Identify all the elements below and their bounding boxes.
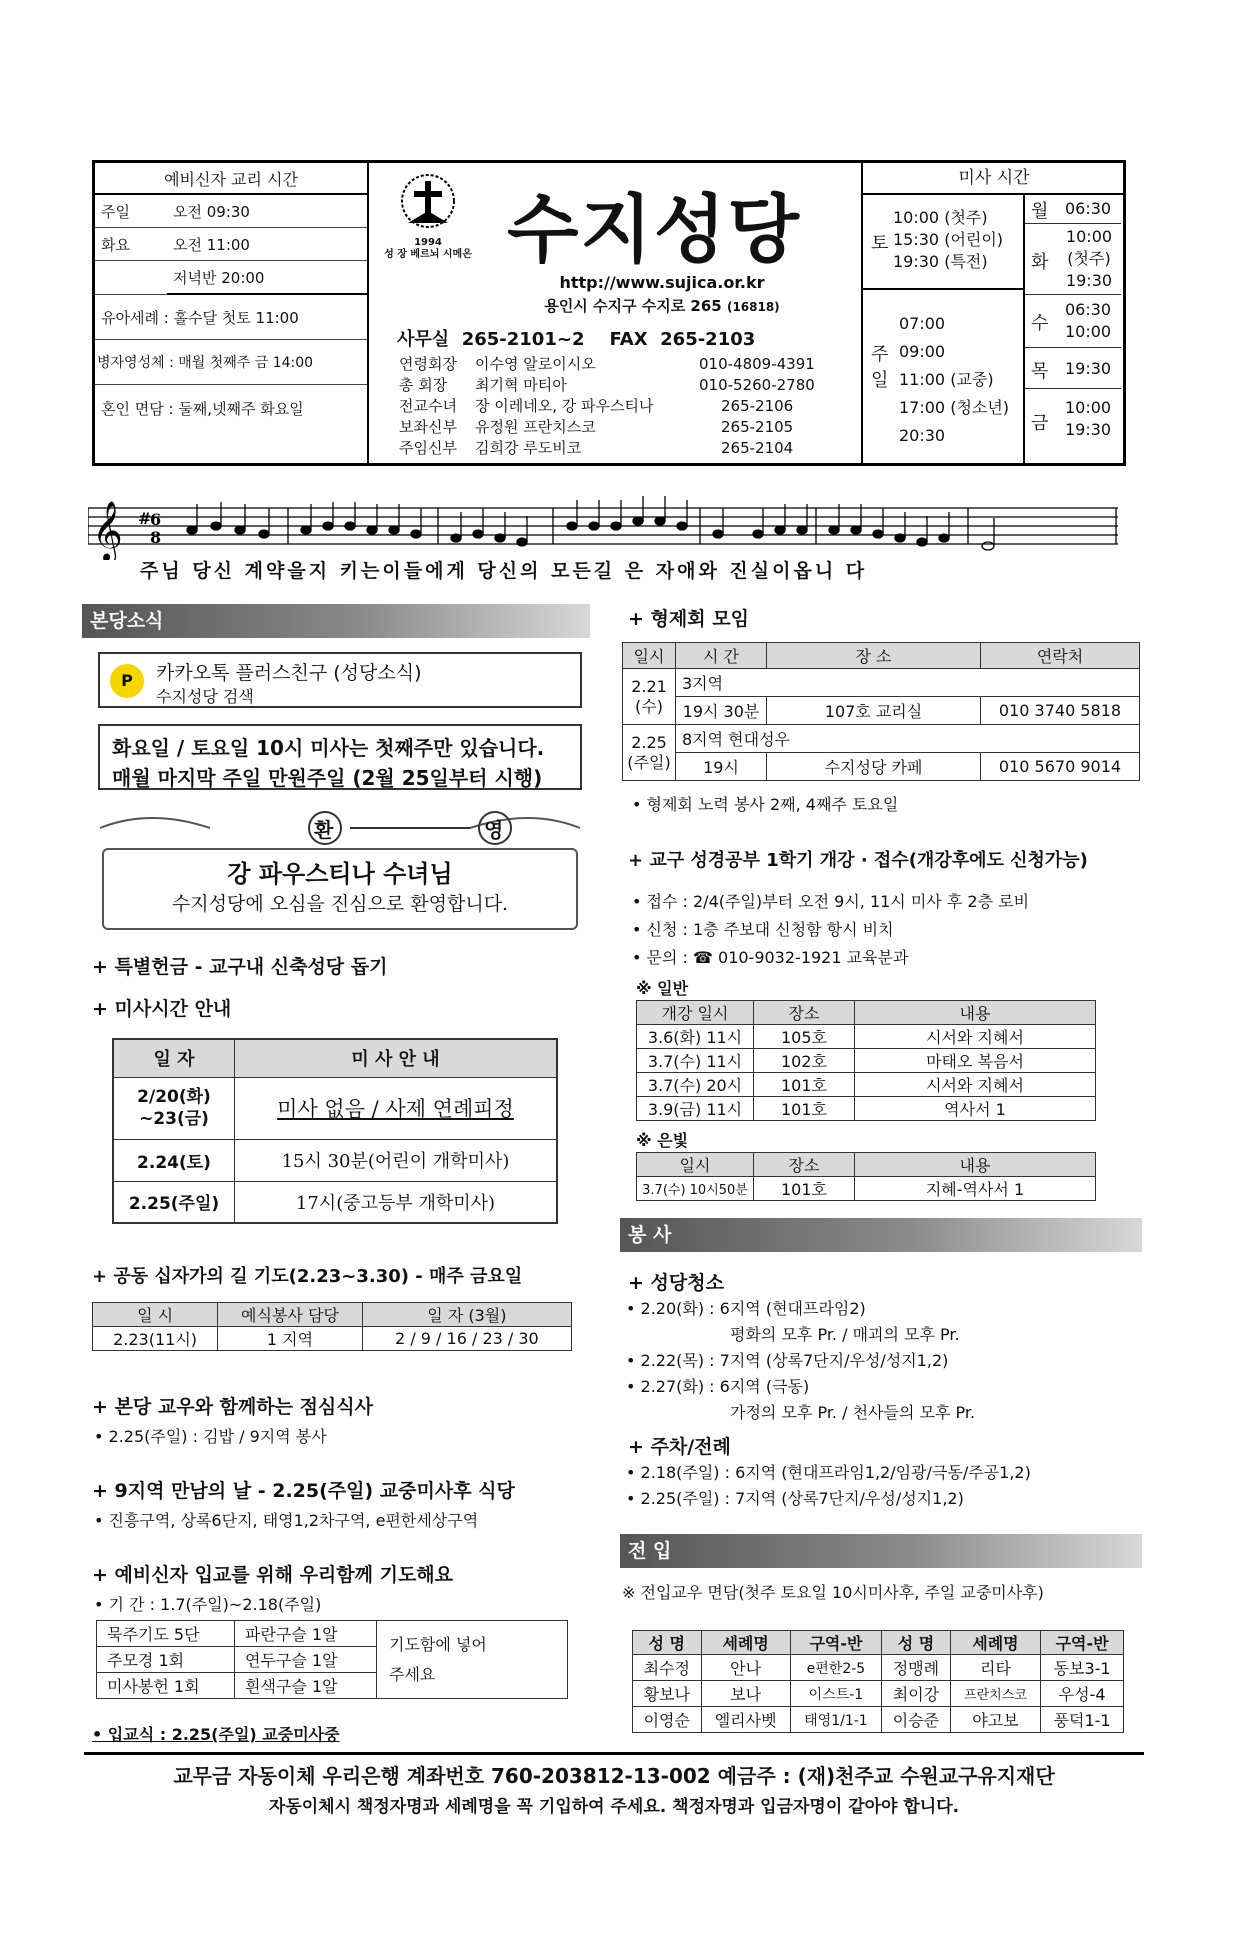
course-row: 3.9(금) 11시 101호 역사서 1	[637, 1097, 1096, 1121]
stations-table: 일 시 예식봉사 담당 일 자 (3월) 2.23(11시) 1 지역 2 / 9 / 16 / 23 / 30	[92, 1302, 572, 1351]
saturday-mass	[863, 193, 1023, 290]
address-text: 용인시 수지구 수지로 265	[544, 297, 722, 315]
lunch-item: • 2.25(주일) : 김밥 / 9지역 봉사	[94, 1427, 327, 1446]
transfer-bar: 전 입	[620, 1534, 1142, 1568]
weekday-row: 월 06:30	[1025, 193, 1121, 224]
parking-title: + 주차/전례	[628, 1436, 731, 1458]
office-label: 사무실	[397, 329, 450, 350]
prayer-row: 주모경 1회 연두구슬 1알	[97, 1647, 568, 1673]
transfer-row: 이영순 엘리사벳 태영1/1-1 이승준 야고보 풍덕1-1	[633, 1707, 1124, 1733]
fax-number: 265-2103	[660, 329, 756, 350]
mass-guide-row: 2.24(토) 15시 30분(어린이 개학미사)	[113, 1139, 557, 1181]
catechism-table	[95, 163, 367, 431]
office-line	[397, 325, 755, 351]
parish-news-bar: 본당소식	[82, 604, 590, 638]
service-bar: 봉 사	[620, 1218, 1142, 1252]
weekday-row: 수 06:30 10:00	[1025, 295, 1121, 348]
welcome-char: 환	[314, 818, 334, 842]
staff-row: 연령회장 이수영 알로이시오 010-4809-4391	[399, 354, 815, 373]
svg-text:8: 8	[150, 528, 162, 547]
mass-times-panel	[861, 163, 1125, 463]
catechism-title: 예비신자 교리 시간	[95, 163, 367, 194]
welcome-banner	[90, 808, 590, 932]
ceremony-note: • 입교식 : 2.25(주일) 교중미사중	[92, 1725, 340, 1744]
logo-year: 1994	[414, 237, 442, 248]
sunday-label: 주일	[871, 344, 889, 391]
svg-text:𝄞: 𝄞	[92, 501, 123, 560]
brothers-table: 일시 시 간 장 소 연락처 2.21 (수) 3지역 19시 30분 107호 교리실 010 3740 5818 2.25 (주일) 8지역 현대성우 19시 수지성당 카페 010 5670 9014	[622, 642, 1140, 781]
music-notation-icon	[88, 488, 1118, 560]
prayer-row: 묵주기도 5단 파란구슬 1알 기도함에 넣어 주세요	[97, 1621, 568, 1647]
lunch-title: + 본당 교우와 함께하는 점심식사	[92, 1396, 373, 1418]
transfer-row: 최수정 안나 e편한2-5 정맹례 리타 동보3-1	[633, 1655, 1124, 1681]
course-row: 3.7(수) 10시50분 101호 지혜-역사서 1	[637, 1177, 1096, 1201]
prayer-period: • 기 간 : 1.7(주일)~2.18(주일)	[94, 1595, 322, 1614]
region9-title: + 9지역 만남의 날 - 2.25(주일) 교중미사후 식당	[92, 1480, 515, 1502]
stations-title: + 공동 십자가의 길 기도(2.23~3.30) - 매주 금요일	[92, 1266, 523, 1287]
tithe-account: 교무금 자동이체 우리은행 계좌번호 760-203812-13-002 예금주 : (재)천주교 수원교구유지재단	[173, 1764, 1055, 1788]
sick-communion-note: 병자영성체 : 매월 첫째주 금 14:00	[95, 340, 367, 385]
cleaning-title: + 성당청소	[628, 1272, 724, 1294]
cleaning-list: • 2.20(화) : 6지역 (현대프라임2) 평화의 모후 Pr. / 매괴의 모후 Pr. • 2.22(목) : 7지역 (상록7단지/우성/성지1,2) • 2.27(화) : 6지역 (극동) 가정의 모후 Pr. / 천사들의 모후 Pr.	[626, 1299, 976, 1422]
office-phone: 265-2101~2	[461, 329, 585, 350]
general-course-table: 개강 일시 장소 내용 3.6(화) 11시 105호 시서와 지혜서 3.7(수) 11시 102호 마태오 복음서 3.7(수) 20시 101호 시서와 지혜서 3.9(금) 11시 101호 역사서 1	[636, 1000, 1096, 1121]
saturday-times: 10:00 (첫주) 15:30 (어린이) 19:30 (특전)	[893, 208, 1004, 271]
notice-box	[98, 724, 582, 790]
catechism-day	[95, 261, 167, 295]
brothers-group-row: 2.25 (주일) 8지역 현대성우	[623, 725, 1140, 753]
welcome-char: 영	[484, 818, 504, 842]
mass-guide-row: 2/20(화) ~23(금) 미사 없음 / 사제 연례피정	[113, 1077, 557, 1139]
weekday-mass	[1025, 193, 1121, 449]
footer-rule	[84, 1752, 1144, 1755]
catechism-day: 주일	[95, 194, 167, 228]
parish-info	[367, 163, 861, 463]
bible-study-items: • 접수 : 2/4(주일)부터 오전 9시, 11시 미사 후 2층 로비 • 신청 : 1층 주보대 신청함 항시 비치 • 문의 : ☎ 010-9032-1921 교육분과	[632, 892, 1030, 967]
catechism-panel	[95, 163, 369, 463]
address	[467, 295, 857, 316]
silver-label: ※ 은빛	[636, 1131, 689, 1150]
transfer-row: 황보나 보나 이스트-1 최이강 프란치스코 우성-4	[633, 1681, 1124, 1707]
course-row: 3.7(수) 20시 101호 시서와 지혜서	[637, 1073, 1096, 1097]
baptism-note: 유아세례 : 홀수달 첫토 11:00	[95, 294, 367, 340]
logo-text: 성 장 베르뇌 시메온	[384, 249, 472, 260]
weekday-row: 화 10:00 (첫주) 19:30	[1025, 224, 1121, 295]
brothers-group-row: 2.21 (수) 3지역	[623, 669, 1140, 697]
mass-guide-title: + 미사시간 안내	[92, 998, 232, 1020]
parish-name: 수지성당	[507, 187, 801, 273]
mass-title: 미사 시간	[863, 163, 1125, 195]
hymn-lyrics: 주님 당신 계약을지 키는이들에게 당신의 모든길 은 자애와 진실이옵니 다	[140, 560, 868, 582]
course-row: 3.7(수) 11시 102호 마태오 복음서	[637, 1049, 1096, 1073]
mass-guide-table: 일 자 미 사 안 내 2/20(화) ~23(금) 미사 없음 / 사제 연례피정 2.24(토) 15시 30분(어린이 개학미사) 2.25(주일) 17시(중고등부 개학미사)	[112, 1038, 558, 1224]
prayer-table	[96, 1620, 568, 1699]
kakao-plus-icon: P	[110, 664, 144, 698]
mass-guide-row: 2.25(주일) 17시(중고등부 개학미사)	[113, 1181, 557, 1223]
general-label: ※ 일반	[636, 979, 689, 998]
marriage-note: 혼인 면담 : 둘째,넷째주 화요일	[101, 399, 304, 418]
brothers-detail-row: 19시 30분 107호 교리실 010 3740 5818	[623, 697, 1140, 725]
tithe-instructions: 자동이체시 책정자명과 세례명을 꼭 기입하여 주세요. 책정자명과 입금자명이 같아야 합니다.	[268, 1797, 960, 1817]
course-row: 3.6(화) 11시 105호 시서와 지혜서	[637, 1025, 1096, 1049]
svg-text:6: 6	[150, 510, 162, 529]
parish-logo	[373, 171, 483, 261]
staff-row: 보좌신부 유정원 프란치스코 265-2105	[399, 417, 794, 436]
website-link[interactable]: http://www.sujica.or.kr	[559, 273, 765, 292]
catechism-time: 오전 11:00	[167, 228, 367, 261]
prayer-note: 기도함에 넣어 주세요	[389, 1634, 487, 1684]
notice-line: 화요일 / 토요일 10시 미사는 첫째주만 있습니다.	[112, 736, 545, 760]
sunday-times: 07:00 09:00 11:00 (교중) 17:00 (청소년) 20:30	[899, 314, 1010, 445]
masthead	[92, 160, 1126, 466]
staff-row: 총 회장 최기혁 마티아 010-5260-2780	[399, 375, 815, 394]
notice-line: 매월 마지막 주일 만원주일 (2월 25일부터 시행)	[112, 766, 543, 790]
welcome-card	[102, 848, 578, 930]
welcome-message: 수지성당에 오심을 진심으로 환영합니다.	[171, 893, 509, 915]
transfer-table: 성 명 세례명 구역-반 성 명 세례명 구역-반 최수정 안나 e편한2-5 정맹례 리타 동보3-1 황보나 보나 이스트-1 최이강 프란치스코 우성-4 이영순 엘리사벳 태영1/1-1 이승준 야고보 풍덕1-1	[632, 1630, 1124, 1733]
ribbon-icon	[90, 808, 590, 848]
saturday-label: 토	[871, 233, 889, 254]
welcome-name: 강 파우스티나 수녀님	[227, 860, 453, 888]
bible-study-title: + 교구 성경공부 1학기 개강 · 접수(개강후에도 신청가능)	[628, 850, 1088, 871]
weekday-row: 금 10:00 19:30	[1031, 398, 1112, 439]
staff-row: 전교수녀 장 이레네오, 강 파우스티나 265-2106	[399, 396, 794, 415]
sunday-mass	[863, 290, 1023, 460]
kakao-search: 수지성당 검색	[156, 687, 254, 706]
brothers-detail-row: 19시 수지성당 카페 010 5670 9014	[623, 753, 1140, 781]
fax-label: FAX	[609, 329, 648, 350]
postal-code: (16818)	[726, 300, 780, 314]
transfer-note: ※ 전입교우 면담(첫주 토요일 10시미사후, 주일 교중미사후)	[622, 1583, 1044, 1602]
prayer-row: 미사봉헌 1회 흰색구슬 1알	[97, 1673, 568, 1699]
weekday-row: 목 19:30	[1025, 348, 1121, 389]
catechism-time: 저녁반 20:00	[167, 261, 367, 295]
catechism-time: 오전 09:30	[167, 194, 367, 228]
staff-table	[397, 353, 817, 458]
church-logo-icon	[398, 171, 458, 233]
svg-text:#: #	[138, 509, 152, 528]
kakao-box[interactable]	[98, 652, 582, 708]
parking-list: • 2.18(주일) : 6지역 (현대프라임1,2/임광/극동/주공1,2) • 2.25(주일) : 7지역 (상록7단지/우성/성지1,2)	[626, 1463, 1031, 1508]
silver-course-table: 일시 장소 내용 3.7(수) 10시50분 101호 지혜-역사서 1	[636, 1152, 1096, 1201]
music-staff	[88, 488, 1118, 560]
weekend-mass	[863, 193, 1025, 465]
special-collection: + 특별헌금 - 교구내 신축성당 돕기	[92, 956, 388, 978]
stations-row: 2.23(11시) 1 지역 2 / 9 / 16 / 23 / 30	[93, 1327, 572, 1351]
brothers-note: • 형제회 노력 봉사 2째, 4째주 토요일	[632, 795, 899, 814]
prayer-title: + 예비신자 입교를 위해 우리함께 기도해요	[92, 1564, 454, 1586]
catechism-day: 화요	[95, 228, 167, 261]
kakao-title: 카카오톡 플러스친구 (성당소식)	[156, 662, 422, 684]
region9-item: • 진흥구역, 상록6단지, 태영1,2차구역, e편한세상구역	[94, 1511, 479, 1530]
brothers-title: + 형제회 모임	[628, 608, 749, 630]
staff-row: 주임신부 김희강 루도비코 265-2104	[399, 438, 794, 457]
